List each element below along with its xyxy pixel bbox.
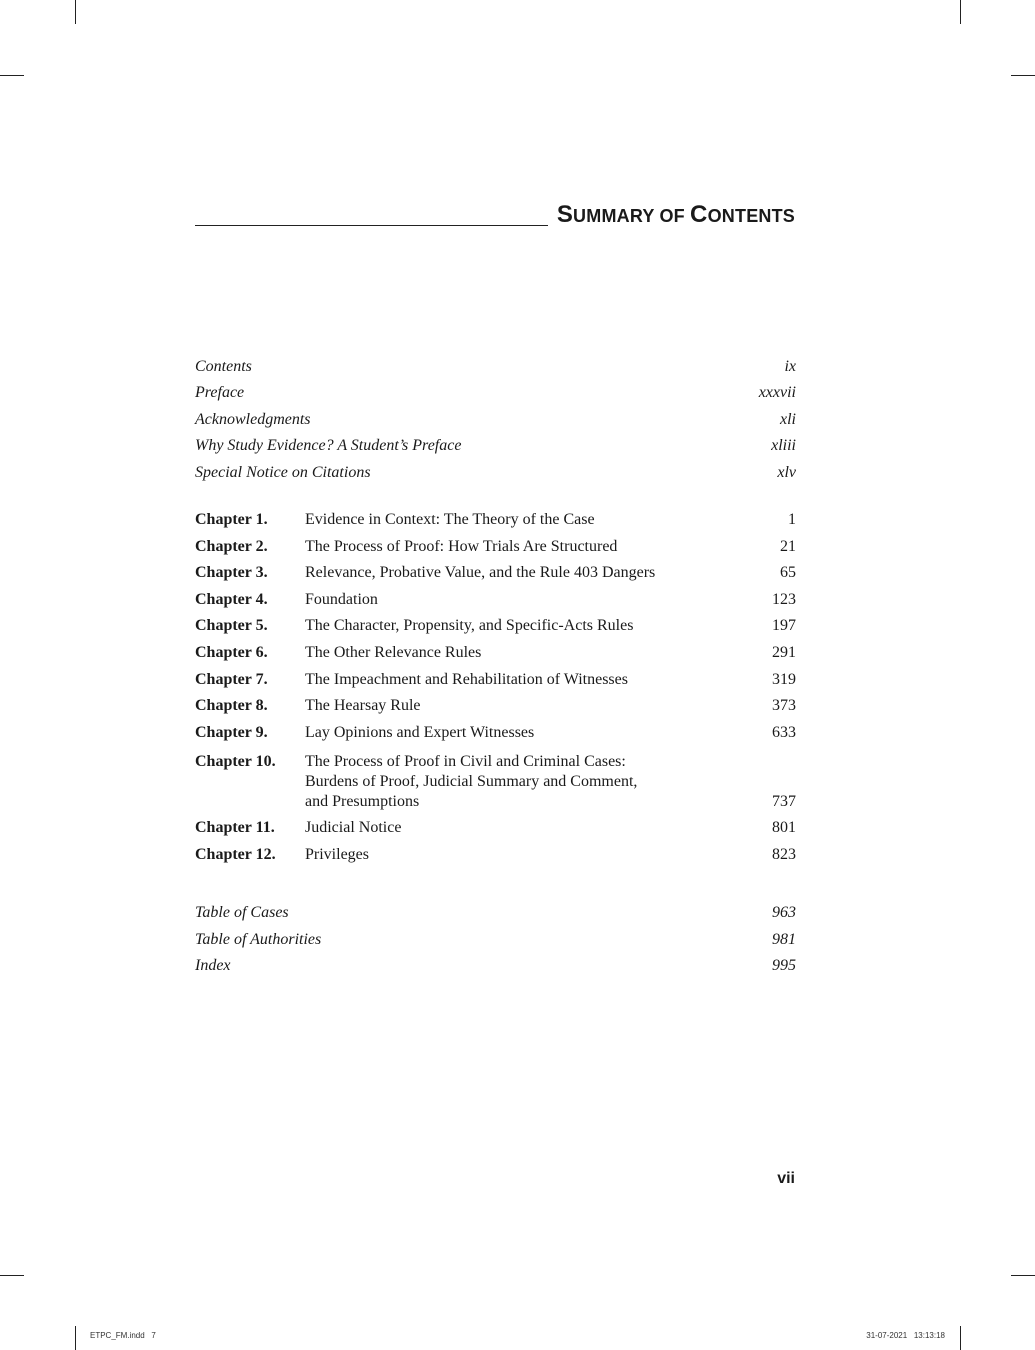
title-initial: S	[556, 201, 574, 228]
chapter-entry[interactable]: Chapter 1. Evidence in Context: The Theory of the Case 1	[195, 511, 796, 528]
crop-mark	[0, 75, 24, 76]
toc-entry[interactable]: Table of Authorities 981	[195, 930, 796, 948]
toc-entry[interactable]: Special Notice on Citations xlv	[195, 463, 796, 481]
title-smallcaps: ONTENTS	[707, 206, 795, 226]
chapter-entry[interactable]: Chapter 4. Foundation 123	[195, 590, 796, 608]
slug-filename: ETPC_FM.indd 7	[90, 1331, 156, 1340]
chapter-entry[interactable]: Chapter 5. The Character, Propensity, and Specific-Acts Rules 197	[195, 617, 796, 635]
chapter-entry[interactable]: Chapter 3. Relevance, Probative Value, and the Rule 403 Dangers 65	[195, 564, 796, 582]
chapter-list	[195, 510, 796, 872]
back-matter-list	[195, 896, 796, 976]
chapter-entry[interactable]: Chapter 10. The Process of Proof in Civil and Criminal Cases: Burdens of Proof, Judicial Summary and Comment, and Presumptions 737	[195, 753, 796, 811]
slug-timestamp: 31-07-2021 13:13:18	[866, 1331, 945, 1340]
toc-entry[interactable]: Why Study Evidence? A Student’s Preface xliii	[195, 437, 796, 455]
title-smallcaps: UMMARY OF	[573, 206, 691, 226]
crop-mark	[75, 0, 76, 24]
crop-mark	[0, 1275, 24, 1276]
front-matter-list	[195, 350, 796, 483]
chapter-entry[interactable]: Chapter 7. The Impeachment and Rehabilitation of Witnesses 319	[195, 670, 796, 688]
crop-mark	[960, 1326, 961, 1350]
crop-mark	[1011, 75, 1035, 76]
page-number: vii	[777, 1170, 795, 1187]
title-rule	[195, 225, 548, 226]
toc-entry[interactable]: Preface xxxvii	[195, 384, 796, 402]
page-title	[557, 201, 795, 229]
chapter-entry[interactable]: Chapter 8. The Hearsay Rule 373	[195, 697, 796, 715]
crop-mark	[1011, 1275, 1035, 1276]
chapter-entry[interactable]: Chapter 12. Privileges 823	[195, 845, 796, 863]
toc-entry[interactable]: Contents ix	[195, 357, 796, 375]
chapter-entry[interactable]: Chapter 11. Judicial Notice 801	[195, 819, 796, 837]
crop-mark	[960, 0, 961, 24]
toc-entry[interactable]: Acknowledgments xli	[195, 410, 796, 428]
chapter-entry[interactable]: Chapter 6. The Other Relevance Rules 291	[195, 643, 796, 661]
crop-mark	[75, 1326, 76, 1350]
chapter-entry[interactable]: Chapter 2. The Process of Proof: How Trials Are Structured 21	[195, 537, 796, 555]
title-initial: C	[690, 201, 708, 228]
toc-entry[interactable]: Table of Cases 963	[195, 903, 796, 921]
chapter-entry[interactable]: Chapter 9. Lay Opinions and Expert Witnesses 633	[195, 723, 796, 741]
toc-entry[interactable]: Index 995	[195, 957, 796, 975]
